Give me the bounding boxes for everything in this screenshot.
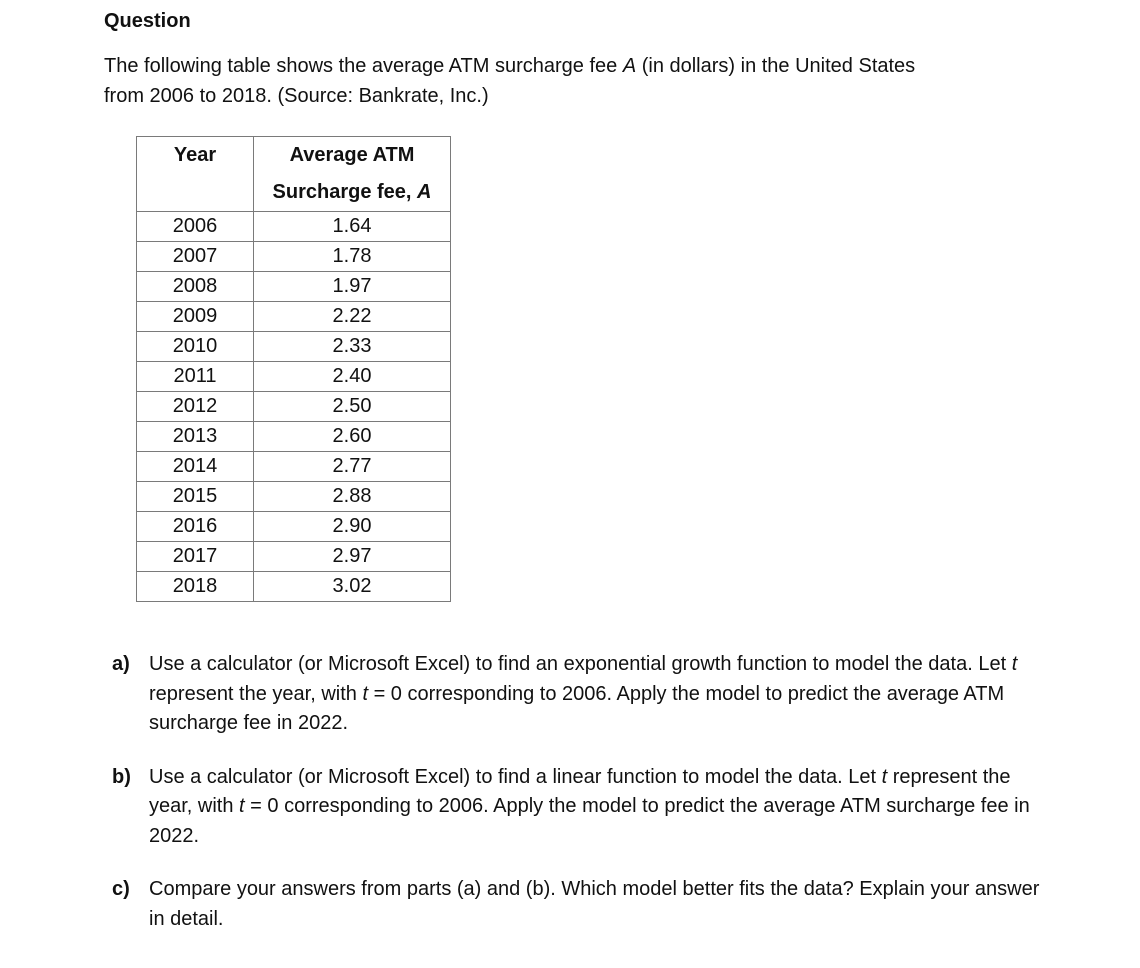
table-row bbox=[137, 452, 451, 482]
year-cell: 2015 bbox=[137, 482, 254, 512]
year-column-header bbox=[137, 137, 254, 212]
fee-cell: 2.90 bbox=[254, 512, 451, 542]
question-letter: b) bbox=[112, 765, 131, 788]
fee-header-line-2: Surcharge fee, A bbox=[272, 181, 432, 203]
fee-cell: 2.40 bbox=[254, 362, 451, 392]
table-row bbox=[137, 302, 451, 332]
question-list bbox=[112, 650, 1052, 958]
question-item bbox=[112, 650, 1052, 739]
year-cell: 2010 bbox=[137, 332, 254, 362]
fee-cell: 1.64 bbox=[254, 212, 451, 242]
fee-cell: 2.22 bbox=[254, 302, 451, 332]
table-row bbox=[137, 422, 451, 452]
question-text: Use a calculator (or Microsoft Excel) to find an exponential growth function to model the data. Let t represent the year, with t = 0 corresponding to 2006. Apply the model to predict the average ATM surcharge fee in 2022. bbox=[149, 653, 1018, 734]
fee-cell: 2.50 bbox=[254, 392, 451, 422]
table-row bbox=[137, 362, 451, 392]
table-row bbox=[137, 212, 451, 242]
question-text: Compare your answers from parts (a) and (b). Which model better fits the data? Explain your answer in detail. bbox=[149, 878, 1040, 930]
intro-paragraph bbox=[104, 51, 1064, 111]
fee-cell: 2.60 bbox=[254, 422, 451, 452]
intro-line-1: The following table shows the average ATM surcharge fee A (in dollars) in the United States bbox=[104, 55, 916, 77]
intro-line-2: from 2006 to 2018. (Source: Bankrate, Inc.) bbox=[104, 85, 489, 107]
question-letter: a) bbox=[112, 653, 130, 675]
year-cell: 2018 bbox=[137, 572, 254, 602]
question-letter: c) bbox=[112, 878, 130, 900]
fee-cell: 3.02 bbox=[254, 572, 451, 602]
table-body bbox=[137, 212, 451, 602]
atm-fee-table bbox=[136, 136, 451, 602]
fee-cell: 1.78 bbox=[254, 242, 451, 272]
table-row bbox=[137, 242, 451, 272]
table-row bbox=[137, 572, 451, 602]
question-item bbox=[112, 875, 1052, 934]
table-row bbox=[137, 542, 451, 572]
fee-cell: 1.97 bbox=[254, 272, 451, 302]
fee-cell: 2.77 bbox=[254, 452, 451, 482]
question-item bbox=[112, 763, 1052, 852]
fee-header-line-1: Average ATM bbox=[289, 144, 415, 166]
table-row bbox=[137, 272, 451, 302]
fee-cell: 2.97 bbox=[254, 542, 451, 572]
year-cell: 2016 bbox=[137, 512, 254, 542]
year-cell: 2008 bbox=[137, 272, 254, 302]
year-cell: 2009 bbox=[137, 302, 254, 332]
table-row bbox=[137, 512, 451, 542]
year-cell: 2013 bbox=[137, 422, 254, 452]
year-cell: 2007 bbox=[137, 242, 254, 272]
fee-column-header bbox=[254, 137, 451, 212]
table-row bbox=[137, 482, 451, 512]
year-header-label: Year bbox=[173, 144, 217, 166]
year-cell: 2014 bbox=[137, 452, 254, 482]
table-row bbox=[137, 332, 451, 362]
fee-cell: 2.88 bbox=[254, 482, 451, 512]
table-header-row bbox=[137, 137, 451, 212]
table-row bbox=[137, 392, 451, 422]
year-cell: 2011 bbox=[137, 362, 254, 392]
year-cell: 2006 bbox=[137, 212, 254, 242]
fee-cell: 2.33 bbox=[254, 332, 451, 362]
question-heading: Question bbox=[104, 10, 191, 32]
year-cell: 2017 bbox=[137, 542, 254, 572]
year-cell: 2012 bbox=[137, 392, 254, 422]
question-text: Use a calculator (or Microsoft Excel) to find a linear function to model the data. Let t represent the year, with t = 0 corresponding to 2006. Apply the model to predict the average ATM surcharge fee in 2022. bbox=[149, 765, 1030, 847]
